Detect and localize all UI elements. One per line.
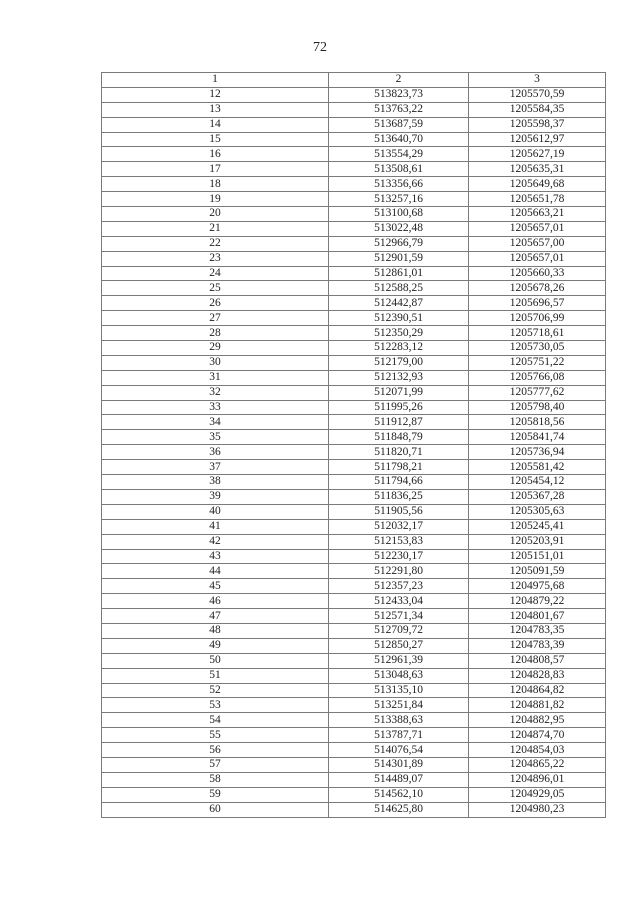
table-row (102, 653, 606, 668)
y-coordinate-cell: 1204929,05 (469, 787, 606, 802)
y-coordinate-cell: 1205841,74 (469, 430, 606, 445)
table-row (102, 341, 606, 356)
point-number-cell: 17 (102, 162, 329, 177)
table-row (102, 504, 606, 519)
y-coordinate-cell: 1204783,35 (469, 623, 606, 638)
point-number-cell: 14 (102, 117, 329, 132)
x-coordinate-cell: 512901,59 (329, 251, 469, 266)
x-coordinate-cell: 513823,73 (329, 87, 469, 102)
y-coordinate-cell: 1204896,01 (469, 772, 606, 787)
point-number-cell: 53 (102, 698, 329, 713)
x-coordinate-cell: 512850,27 (329, 638, 469, 653)
y-coordinate-cell: 1205678,26 (469, 281, 606, 296)
point-number-cell: 51 (102, 668, 329, 683)
x-coordinate-cell: 512961,39 (329, 653, 469, 668)
x-coordinate-cell: 512132,93 (329, 370, 469, 385)
table-row (102, 296, 606, 311)
table-row (102, 251, 606, 266)
y-coordinate-cell: 1205612,97 (469, 132, 606, 147)
y-coordinate-cell: 1204864,82 (469, 683, 606, 698)
point-number-cell: 46 (102, 594, 329, 609)
table-row (102, 370, 606, 385)
point-number-cell: 40 (102, 504, 329, 519)
y-coordinate-cell: 1205454,12 (469, 475, 606, 490)
table-row (102, 698, 606, 713)
point-number-cell: 28 (102, 326, 329, 341)
table-row (102, 713, 606, 728)
y-coordinate-cell: 1205718,61 (469, 326, 606, 341)
y-coordinate-cell: 1205657,01 (469, 251, 606, 266)
table-row (102, 147, 606, 162)
point-number-cell: 38 (102, 475, 329, 490)
table-row (102, 757, 606, 772)
x-coordinate-cell: 513022,48 (329, 221, 469, 236)
table-row (102, 281, 606, 296)
point-number-cell: 43 (102, 549, 329, 564)
table-row (102, 534, 606, 549)
header-col-2: 2 (329, 73, 469, 88)
point-number-cell: 12 (102, 87, 329, 102)
x-coordinate-cell: 513554,29 (329, 147, 469, 162)
y-coordinate-cell: 1204783,39 (469, 638, 606, 653)
y-coordinate-cell: 1205203,91 (469, 534, 606, 549)
x-coordinate-cell: 514562,10 (329, 787, 469, 802)
x-coordinate-cell: 514489,07 (329, 772, 469, 787)
x-coordinate-cell: 514301,89 (329, 757, 469, 772)
point-number-cell: 13 (102, 102, 329, 117)
point-number-cell: 44 (102, 564, 329, 579)
table-row (102, 549, 606, 564)
table-row (102, 311, 606, 326)
point-number-cell: 21 (102, 221, 329, 236)
x-coordinate-cell: 512230,17 (329, 549, 469, 564)
point-number-cell: 42 (102, 534, 329, 549)
x-coordinate-cell: 514076,54 (329, 743, 469, 758)
x-coordinate-cell: 511794,66 (329, 475, 469, 490)
x-coordinate-cell: 512390,51 (329, 311, 469, 326)
y-coordinate-cell: 1204801,67 (469, 609, 606, 624)
point-number-cell: 24 (102, 266, 329, 281)
point-number-cell: 35 (102, 430, 329, 445)
point-number-cell: 54 (102, 713, 329, 728)
y-coordinate-cell: 1205305,63 (469, 504, 606, 519)
y-coordinate-cell: 1205660,33 (469, 266, 606, 281)
table-row (102, 400, 606, 415)
y-coordinate-cell: 1205649,68 (469, 177, 606, 192)
table-body (102, 87, 606, 817)
y-coordinate-cell: 1205570,59 (469, 87, 606, 102)
point-number-cell: 52 (102, 683, 329, 698)
point-number-cell: 22 (102, 236, 329, 251)
point-number-cell: 23 (102, 251, 329, 266)
point-number-cell: 15 (102, 132, 329, 147)
table-row (102, 385, 606, 400)
table-row (102, 415, 606, 430)
y-coordinate-cell: 1205367,28 (469, 489, 606, 504)
y-coordinate-cell: 1204828,83 (469, 668, 606, 683)
y-coordinate-cell: 1205657,01 (469, 221, 606, 236)
x-coordinate-cell: 511798,21 (329, 460, 469, 475)
table-row (102, 519, 606, 534)
point-number-cell: 33 (102, 400, 329, 415)
x-coordinate-cell: 511905,56 (329, 504, 469, 519)
table-row (102, 728, 606, 743)
table-row (102, 772, 606, 787)
x-coordinate-cell: 513508,61 (329, 162, 469, 177)
y-coordinate-cell: 1204975,68 (469, 579, 606, 594)
table-row (102, 102, 606, 117)
table-row (102, 743, 606, 758)
point-number-cell: 36 (102, 445, 329, 460)
x-coordinate-cell: 512571,34 (329, 609, 469, 624)
point-number-cell: 47 (102, 609, 329, 624)
y-coordinate-cell: 1204980,23 (469, 802, 606, 817)
point-number-cell: 48 (102, 623, 329, 638)
y-coordinate-cell: 1205766,08 (469, 370, 606, 385)
point-number-cell: 34 (102, 415, 329, 430)
header-row (102, 73, 606, 88)
x-coordinate-cell: 512588,25 (329, 281, 469, 296)
x-coordinate-cell: 513763,22 (329, 102, 469, 117)
x-coordinate-cell: 512861,01 (329, 266, 469, 281)
x-coordinate-cell: 512966,79 (329, 236, 469, 251)
y-coordinate-cell: 1205777,62 (469, 385, 606, 400)
table-row (102, 355, 606, 370)
point-number-cell: 41 (102, 519, 329, 534)
point-number-cell: 60 (102, 802, 329, 817)
x-coordinate-cell: 513257,16 (329, 192, 469, 207)
table-row (102, 192, 606, 207)
point-number-cell: 27 (102, 311, 329, 326)
x-coordinate-cell: 513048,63 (329, 668, 469, 683)
table-row (102, 683, 606, 698)
table-row (102, 266, 606, 281)
table-row (102, 668, 606, 683)
x-coordinate-cell: 513251,84 (329, 698, 469, 713)
x-coordinate-cell: 513388,63 (329, 713, 469, 728)
y-coordinate-cell: 1204874,70 (469, 728, 606, 743)
y-coordinate-cell: 1205584,35 (469, 102, 606, 117)
x-coordinate-cell: 512153,83 (329, 534, 469, 549)
header-col-1: 1 (102, 73, 329, 88)
x-coordinate-cell: 513356,66 (329, 177, 469, 192)
x-coordinate-cell: 512350,29 (329, 326, 469, 341)
y-coordinate-cell: 1205751,22 (469, 355, 606, 370)
point-number-cell: 31 (102, 370, 329, 385)
y-coordinate-cell: 1205635,31 (469, 162, 606, 177)
table-row (102, 445, 606, 460)
x-coordinate-cell: 512179,00 (329, 355, 469, 370)
y-coordinate-cell: 1205091,59 (469, 564, 606, 579)
x-coordinate-cell: 512283,12 (329, 341, 469, 356)
table-row (102, 326, 606, 341)
table-row (102, 117, 606, 132)
header-col-3: 3 (469, 73, 606, 88)
x-coordinate-cell: 512433,04 (329, 594, 469, 609)
point-number-cell: 37 (102, 460, 329, 475)
y-coordinate-cell: 1205245,41 (469, 519, 606, 534)
x-coordinate-cell: 513640,70 (329, 132, 469, 147)
point-number-cell: 18 (102, 177, 329, 192)
table-row (102, 207, 606, 222)
x-coordinate-cell: 512442,87 (329, 296, 469, 311)
point-number-cell: 57 (102, 757, 329, 772)
table-row (102, 623, 606, 638)
x-coordinate-cell: 512032,17 (329, 519, 469, 534)
table-row (102, 430, 606, 445)
x-coordinate-cell: 512071,99 (329, 385, 469, 400)
x-coordinate-cell: 511848,79 (329, 430, 469, 445)
point-number-cell: 32 (102, 385, 329, 400)
table-row (102, 87, 606, 102)
point-number-cell: 25 (102, 281, 329, 296)
y-coordinate-cell: 1205651,78 (469, 192, 606, 207)
table-row (102, 460, 606, 475)
point-number-cell: 30 (102, 355, 329, 370)
table-row (102, 787, 606, 802)
x-coordinate-cell: 511820,71 (329, 445, 469, 460)
point-number-cell: 16 (102, 147, 329, 162)
y-coordinate-cell: 1204808,57 (469, 653, 606, 668)
x-coordinate-cell: 511836,25 (329, 489, 469, 504)
point-number-cell: 20 (102, 207, 329, 222)
table-row (102, 594, 606, 609)
point-number-cell: 55 (102, 728, 329, 743)
y-coordinate-cell: 1205818,56 (469, 415, 606, 430)
y-coordinate-cell: 1204865,22 (469, 757, 606, 772)
x-coordinate-cell: 514625,80 (329, 802, 469, 817)
table-row (102, 564, 606, 579)
page-number: 72 (313, 40, 327, 55)
y-coordinate-cell: 1204881,82 (469, 698, 606, 713)
x-coordinate-cell: 513687,59 (329, 117, 469, 132)
y-coordinate-cell: 1205627,19 (469, 147, 606, 162)
y-coordinate-cell: 1205696,57 (469, 296, 606, 311)
x-coordinate-cell: 511995,26 (329, 400, 469, 415)
point-number-cell: 50 (102, 653, 329, 668)
y-coordinate-cell: 1205598,37 (469, 117, 606, 132)
table-row (102, 475, 606, 490)
point-number-cell: 26 (102, 296, 329, 311)
x-coordinate-cell: 513135,10 (329, 683, 469, 698)
y-coordinate-cell: 1205730,05 (469, 341, 606, 356)
x-coordinate-cell: 512357,23 (329, 579, 469, 594)
coordinates-table (101, 72, 606, 818)
x-coordinate-cell: 511912,87 (329, 415, 469, 430)
point-number-cell: 59 (102, 787, 329, 802)
point-number-cell: 29 (102, 341, 329, 356)
table-row (102, 579, 606, 594)
y-coordinate-cell: 1204854,03 (469, 743, 606, 758)
table-row (102, 221, 606, 236)
table-header (102, 73, 606, 88)
table-row (102, 177, 606, 192)
table-row (102, 489, 606, 504)
table-row (102, 609, 606, 624)
point-number-cell: 58 (102, 772, 329, 787)
x-coordinate-cell: 512291,80 (329, 564, 469, 579)
table-row (102, 162, 606, 177)
y-coordinate-cell: 1205151,01 (469, 549, 606, 564)
table-row (102, 132, 606, 147)
x-coordinate-cell: 512709,72 (329, 623, 469, 638)
point-number-cell: 19 (102, 192, 329, 207)
y-coordinate-cell: 1204879,22 (469, 594, 606, 609)
table-row (102, 236, 606, 251)
y-coordinate-cell: 1205706,99 (469, 311, 606, 326)
point-number-cell: 45 (102, 579, 329, 594)
table-row (102, 802, 606, 817)
y-coordinate-cell: 1205657,00 (469, 236, 606, 251)
point-number-cell: 49 (102, 638, 329, 653)
point-number-cell: 39 (102, 489, 329, 504)
y-coordinate-cell: 1205663,21 (469, 207, 606, 222)
y-coordinate-cell: 1205736,94 (469, 445, 606, 460)
y-coordinate-cell: 1204882,95 (469, 713, 606, 728)
x-coordinate-cell: 513787,71 (329, 728, 469, 743)
y-coordinate-cell: 1205798,40 (469, 400, 606, 415)
y-coordinate-cell: 1205581,42 (469, 460, 606, 475)
table-row (102, 638, 606, 653)
x-coordinate-cell: 513100,68 (329, 207, 469, 222)
point-number-cell: 56 (102, 743, 329, 758)
